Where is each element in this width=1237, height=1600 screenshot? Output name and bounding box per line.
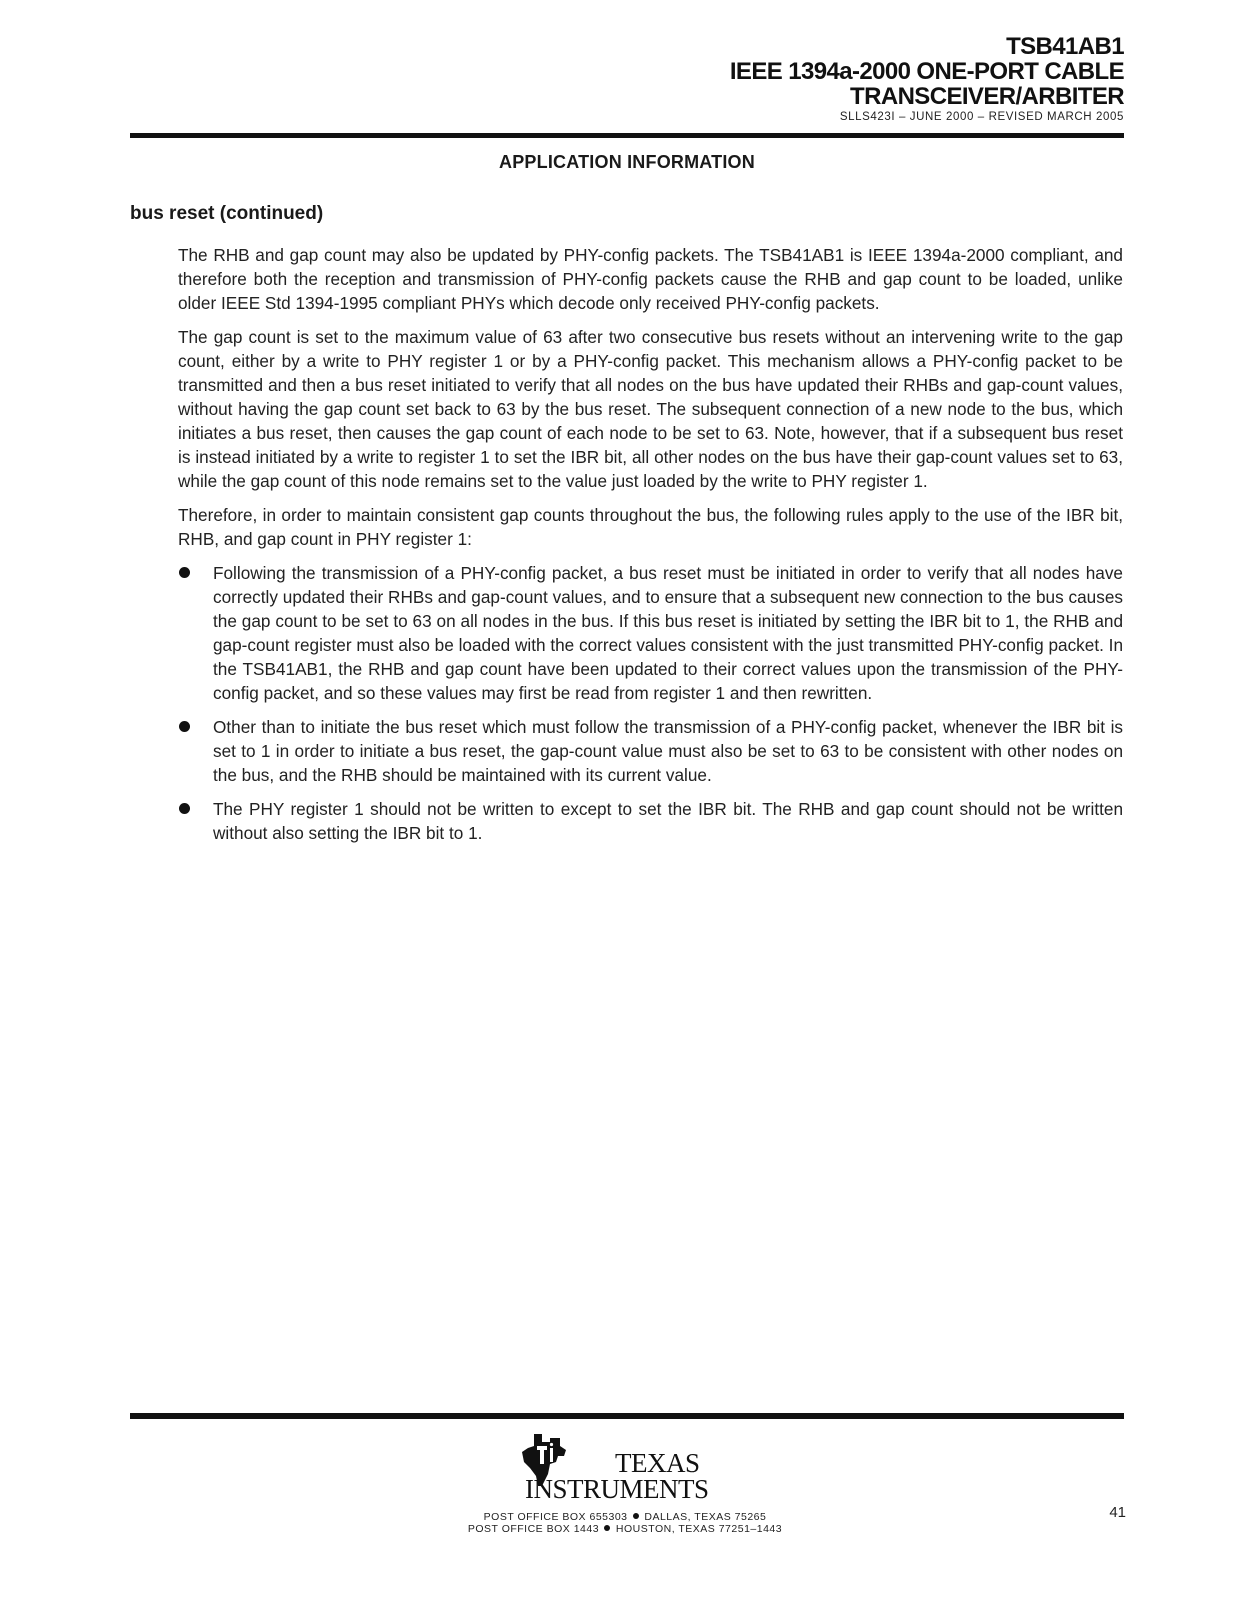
dot-separator-icon [633,1513,639,1519]
address-line-2 [400,1523,850,1535]
dot-separator-icon [604,1525,610,1531]
bullet-list [178,561,1123,845]
list-item-text: Other than to initiate the bus reset which must follow the transmission of a PHY-config packet, whenever the IBR bit is set to 1 in order to initiate a bus reset, the gap-count value must also be set to 63 to be consistent with other nodes on the bus, and the RHB should be maintained with its current value. [213,717,1123,785]
list-item-text: The PHY register 1 should not be written to except to set the IBR bit. The RHB and gap count should not be written without also setting the IBR bit to 1. [213,799,1123,843]
logo-line-1: TEXAS [615,1448,700,1478]
footer-address [400,1511,850,1535]
list-item [178,715,1123,787]
logo-text [525,1448,709,1504]
doc-title-line-1: IEEE 1394a-2000 ONE-PORT CABLE [729,58,1124,85]
paragraph: The gap count is set to the maximum value of 63 after two consecutive bus resets without an intervening write to the gap count, either by a write to PHY register 1 or by a PHY-config packet. This mechanism allows a PHY-config packet to be transmitted and then a bus reset initiated to verify that all nodes on the bus have updated their RHBs and gap-count values, without having the gap count set back to 63 by the bus reset. The subsequent connection of a new node to the bus, which initiates a bus reset, then causes the gap count of each node to be set to 63. Note, however, that if a subsequent bus reset is instead initiated by a write to register 1 to set the IBR bit, all other nodes on the bus have their gap-count values set to 63, while the gap count of this node remains set to the value just loaded by the write to PHY register 1. [178,327,1123,491]
address-part: DALLAS, TEXAS 75265 [644,1511,767,1523]
page-header [130,34,1124,124]
page-number: 41 [1109,1504,1126,1521]
list-item [178,797,1123,845]
list-item [178,561,1123,705]
section-title: APPLICATION INFORMATION [499,152,755,172]
address-line-1 [400,1511,850,1523]
body-text [178,243,1123,855]
address-part: POST OFFICE BOX 1443 [467,1523,600,1535]
paragraph: The RHB and gap count may also be updated by PHY-config packets. The TSB41AB1 is IEEE 1394a-2000 compliant, and therefore both the reception and transmission of PHY-config packets cause the RHB and gap count to be loaded, unlike older IEEE Std 1394-1995 compliant PHYs which decode only received PHY-config packets. [178,245,1123,313]
address-part: POST OFFICE BOX 655303 [483,1511,628,1523]
bullet-dot-icon [179,567,190,578]
bullet-dot-icon [179,803,190,814]
bullet-dot-icon [179,721,190,732]
footer-rule [130,1413,1124,1419]
header-rule [130,133,1124,138]
logo-line-2: INSTRUMENTS [525,1474,709,1504]
list-item-text: Following the transmission of a PHY-config packet, a bus reset must be initiated in order to verify that all nodes have correctly updated their RHBs and gap-count values, and to ensure that a subsequent new connection to the bus causes the gap count to be set to 63 on all nodes in the bus. If this bus reset is initiated by setting the IBR bit to 1, the RHB and gap-count register must also be loaded with the correct values consistent with the just transmitted PHY-config packet. In the TSB41AB1, the RHB and gap count have been updated to their correct values upon the transmission of the PHY-config packet, and so these values may first be read from register 1 and then rewritten. [213,563,1123,703]
doc-id: SLLS423I – JUNE 2000 – REVISED MARCH 2005 [839,111,1124,123]
doc-title-line-2: TRANSCEIVER/ARBITER [850,83,1124,110]
ti-logo [520,1432,730,1506]
subsection-title: bus reset (continued) [130,203,324,224]
part-number: TSB41AB1 [1006,33,1124,60]
address-part: HOUSTON, TEXAS 77251–1443 [615,1523,783,1535]
paragraph: Therefore, in order to maintain consistent gap counts throughout the bus, the following rules apply to the use of the IBR bit, RHB, and gap count in PHY register 1: [178,505,1123,549]
